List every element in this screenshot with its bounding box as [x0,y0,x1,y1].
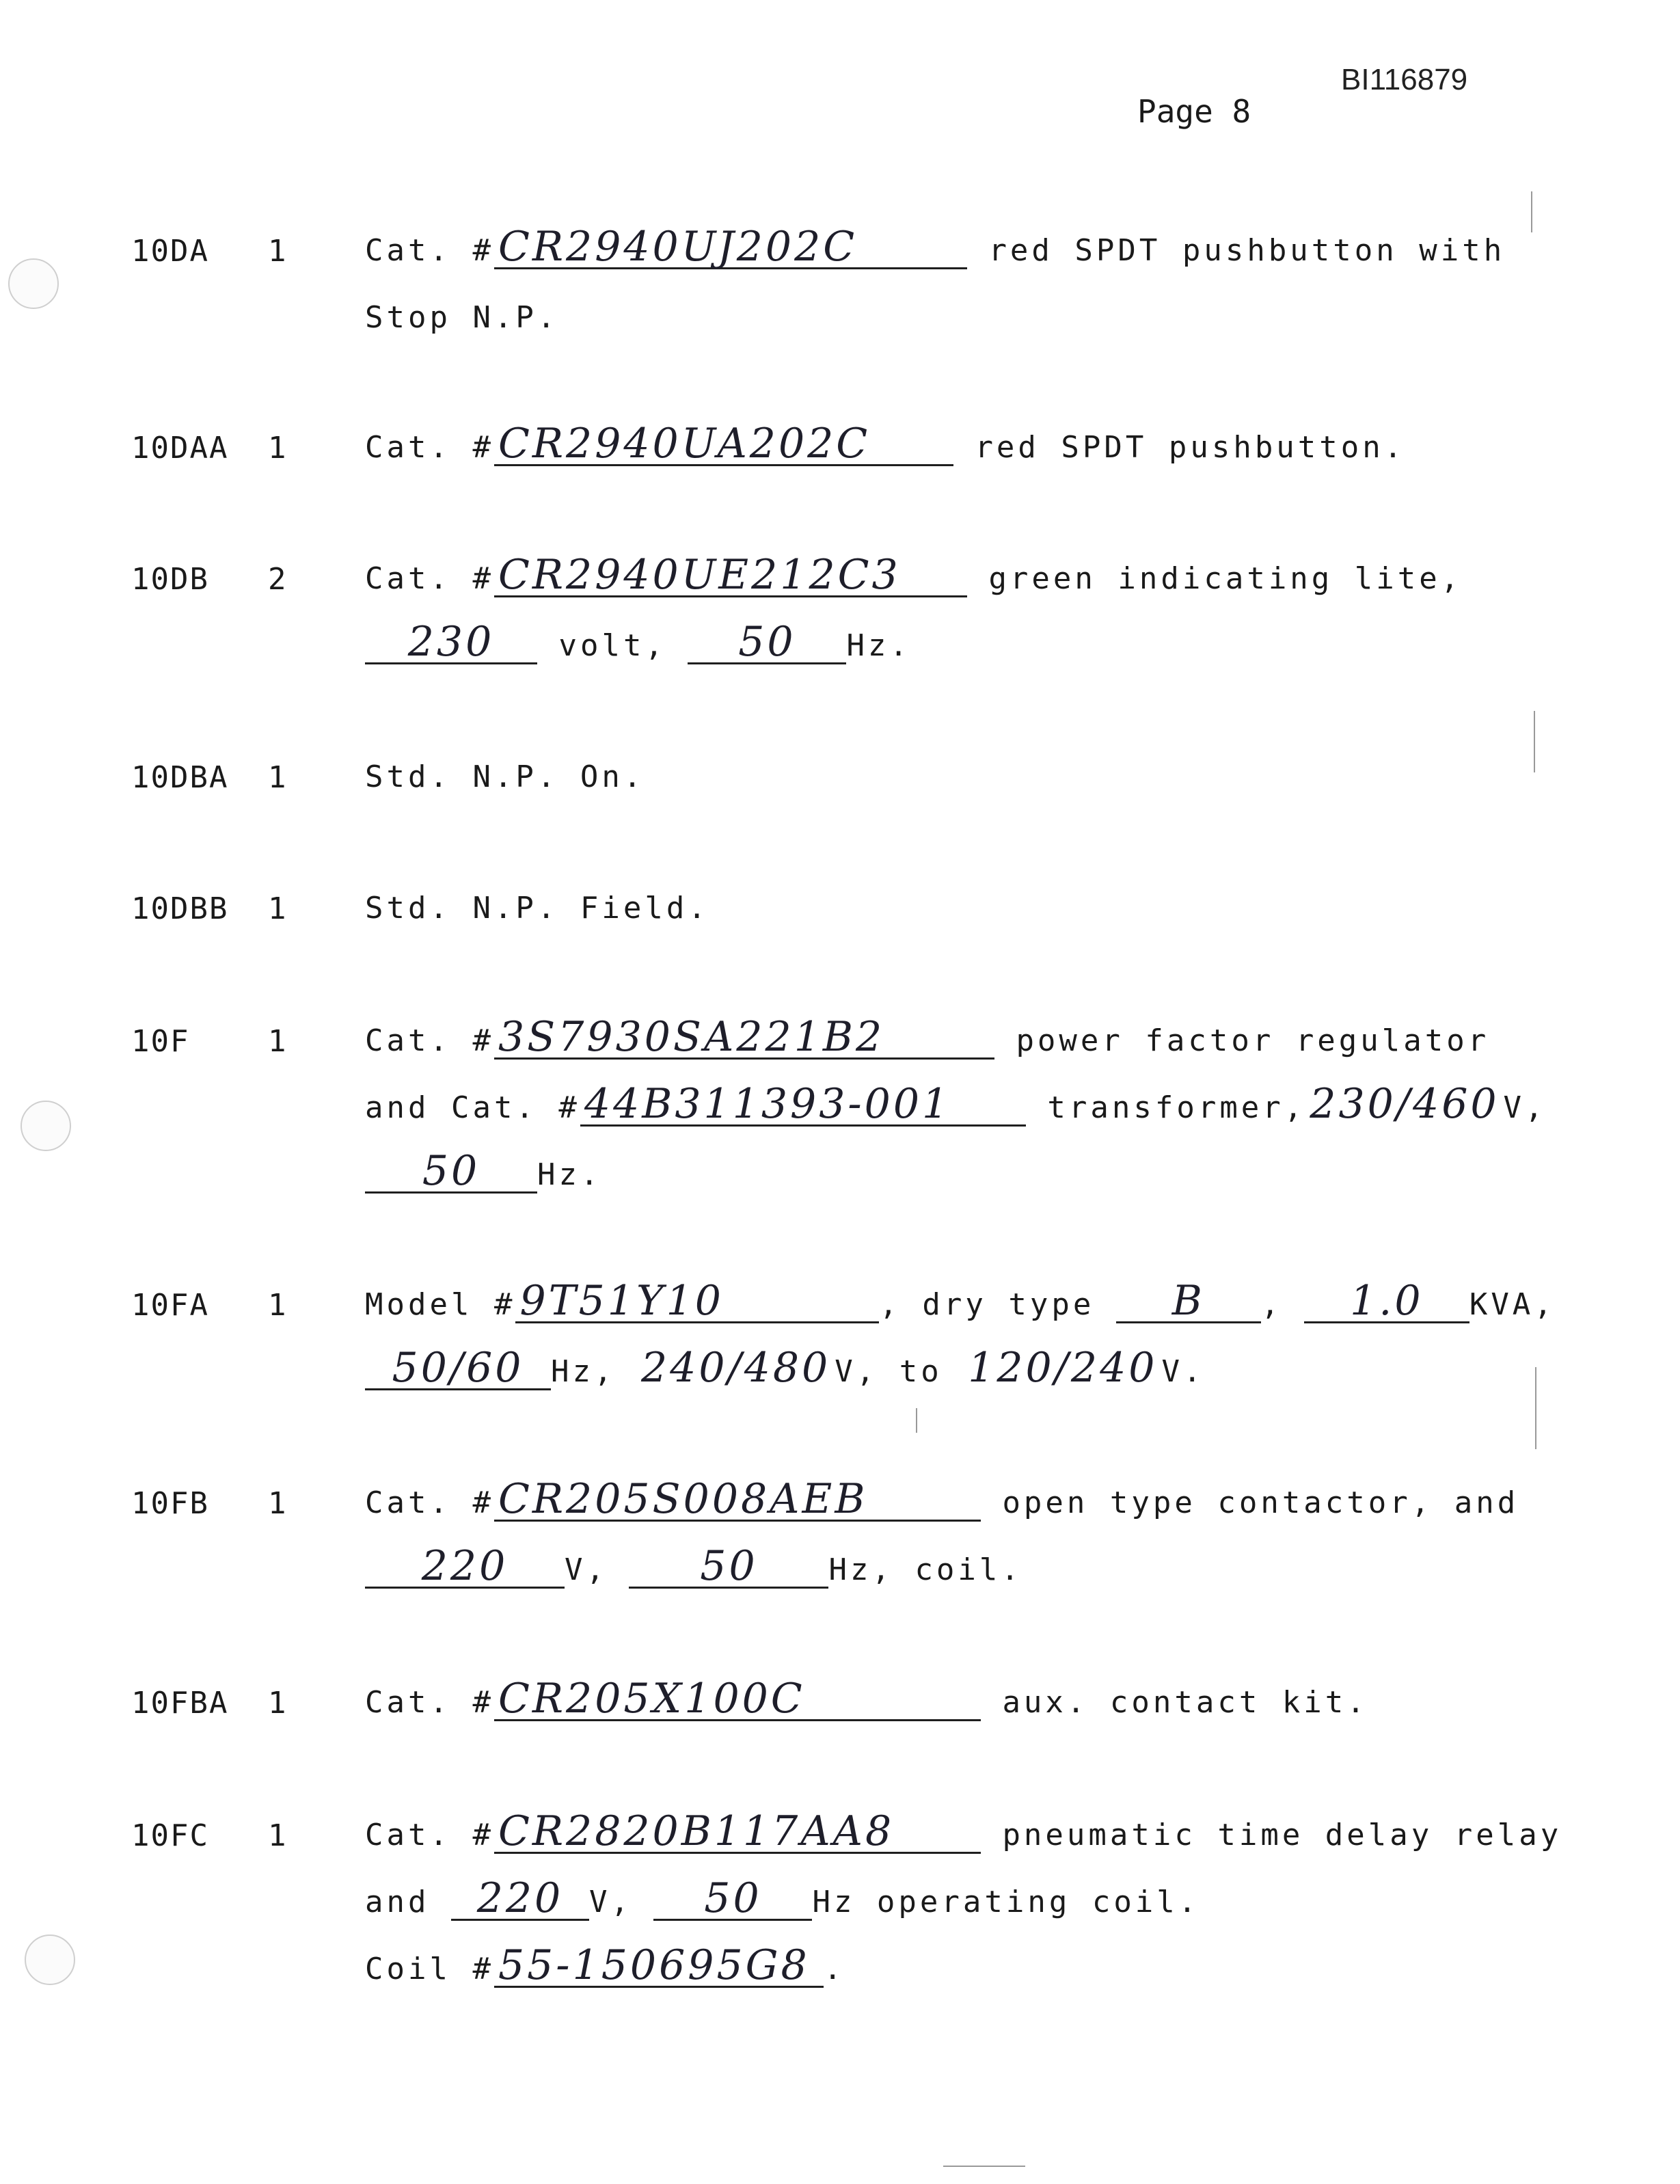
frequency-field: 50 [653,1878,812,1921]
description-text: transformer, [1025,1090,1306,1125]
description-line [365,1537,1527,1604]
frequency-field: 50/60 [365,1347,551,1390]
item-description [365,1669,1527,1736]
cat-prefix: Cat. # [365,1485,494,1520]
item-description [365,414,1527,481]
cat-prefix: Cat. # [365,1685,494,1720]
description-text: pneumatic time delay relay [980,1818,1562,1852]
item-description [365,1470,1527,1604]
description-line [365,1075,1547,1142]
item-id: 10FBA [131,1686,229,1721]
description-line [365,217,1527,284]
hz-label: Hz, coil. [828,1552,1022,1587]
scan-speck [916,1408,917,1433]
voltage-value: 230/460 [1310,1080,1500,1128]
volt-label: V, [588,1885,654,1919]
scan-speck [943,2166,1025,2167]
frequency-field: 50 [629,1546,828,1589]
catalog-number-field: CR205X100C [494,1678,981,1721]
scan-speck [1531,191,1532,232]
item-qty: 2 [268,562,286,597]
coil-number-field: 55-150695G8 [494,1945,824,1988]
voltage-label: V. [1161,1354,1205,1389]
item-description [365,744,1527,811]
item-id: 10FC [131,1818,209,1853]
page-number: Page 8 [1137,93,1251,130]
kva-field: 1.0 [1304,1280,1469,1323]
item-description [365,875,1527,942]
item-qty: 1 [268,1486,286,1521]
voltage-label: V, to [835,1354,964,1389]
model-number-field: 9T51Y10 [515,1280,879,1323]
description-line: Std. N.P. Field. [365,891,709,926]
item-description [365,1271,1556,1405]
voltage-field: 230 [365,621,537,664]
item-id: 10DB [131,562,209,597]
catalog-number-field: 3S7930SA221B2 [494,1016,994,1060]
description-line [365,1470,1527,1537]
cat-prefix: and Cat. # [365,1090,580,1125]
coil-prefix: Coil # [365,1952,494,1986]
hz-label: Hz, [551,1354,637,1389]
volt-label: volt, [537,628,688,663]
item-qty: 1 [268,891,286,926]
input-voltage-value: 240/480 [640,1344,831,1392]
item-description [365,1008,1547,1209]
description-line [365,545,1527,612]
punch-hole-middle [21,1101,71,1151]
description-text: open type contactor, and [980,1485,1519,1520]
item-id: 10DAA [131,431,229,466]
description-line: Std. N.P. On. [365,759,645,794]
description-text: green indicating lite, [966,561,1463,596]
description-line [365,1869,1527,1936]
catalog-number-field: CR2940UJ202C [494,226,967,269]
and-prefix: and [365,1885,451,1919]
period-text: . [823,1952,845,1986]
volt-label: V, [565,1552,629,1587]
catalog-number-field: CR2940UA202C [494,423,953,466]
catalog-number-field: CR205S008AEB [494,1479,981,1522]
item-id: 10DBB [131,891,229,926]
item-id: 10F [131,1024,190,1059]
item-qty: 1 [268,1288,286,1323]
item-id: 10DBA [131,760,229,795]
description-line [365,1936,1527,2003]
item-qty: 1 [268,1024,286,1059]
voltage-field: 220 [365,1546,565,1589]
frequency-field: 50 [688,621,846,664]
separator-text: , [1260,1287,1304,1322]
item-description [365,217,1527,351]
punch-hole-top [8,258,59,309]
description-line [365,1802,1562,1869]
model-prefix: Model # [365,1287,516,1322]
cat-prefix: Cat. # [365,430,494,465]
voltage-field: 220 [451,1878,589,1921]
catalog-number-field: CR2820B117AA8 [494,1811,981,1854]
hz-label: Hz. [537,1157,602,1192]
item-id: 10FB [131,1486,209,1521]
punch-hole-bottom [25,1934,75,1985]
item-qty: 1 [268,234,286,269]
item-qty: 1 [268,760,286,795]
description-line [365,1338,1527,1405]
volt-label: V, [1503,1090,1547,1125]
item-description [365,1802,1562,2003]
description-text: , dry type [879,1287,1116,1322]
description-line [365,612,1527,679]
description-line [365,1008,1527,1075]
description-text: aux. contact kit. [980,1685,1368,1720]
description-text: red SPDT pushbutton. [953,430,1406,465]
document-id: BI116879 [1341,63,1468,96]
hz-label: Hz. [846,628,911,663]
item-id: 10FA [131,1288,209,1323]
item-qty: 1 [268,1686,286,1721]
frequency-field: 50 [365,1150,537,1194]
description-line [365,1271,1556,1338]
cat-prefix: Cat. # [365,233,494,268]
item-description [365,545,1527,679]
description-line [365,1669,1527,1736]
kva-label: KVA, [1469,1287,1556,1322]
cat-prefix: Cat. # [365,1818,494,1852]
item-qty: 1 [268,1818,286,1853]
item-id: 10DA [131,234,209,269]
catalog-number-field: CR2940UE212C3 [494,554,967,597]
item-qty: 1 [268,431,286,466]
catalog-number-field: 44B311393-001 [580,1083,1026,1127]
description-line: Stop N.P. [365,300,559,335]
hz-label: Hz operating coil. [812,1885,1200,1919]
description-text: power factor regulator [994,1023,1490,1058]
cat-prefix: Cat. # [365,561,494,596]
scan-speck [1534,711,1535,772]
type-field: B [1116,1280,1261,1323]
description-line [365,1142,1527,1209]
cat-prefix: Cat. # [365,1023,494,1058]
description-line [365,414,1527,481]
scan-speck [1535,1367,1536,1449]
output-voltage-value: 120/240 [968,1344,1158,1392]
description-text: red SPDT pushbutton with [966,233,1506,268]
